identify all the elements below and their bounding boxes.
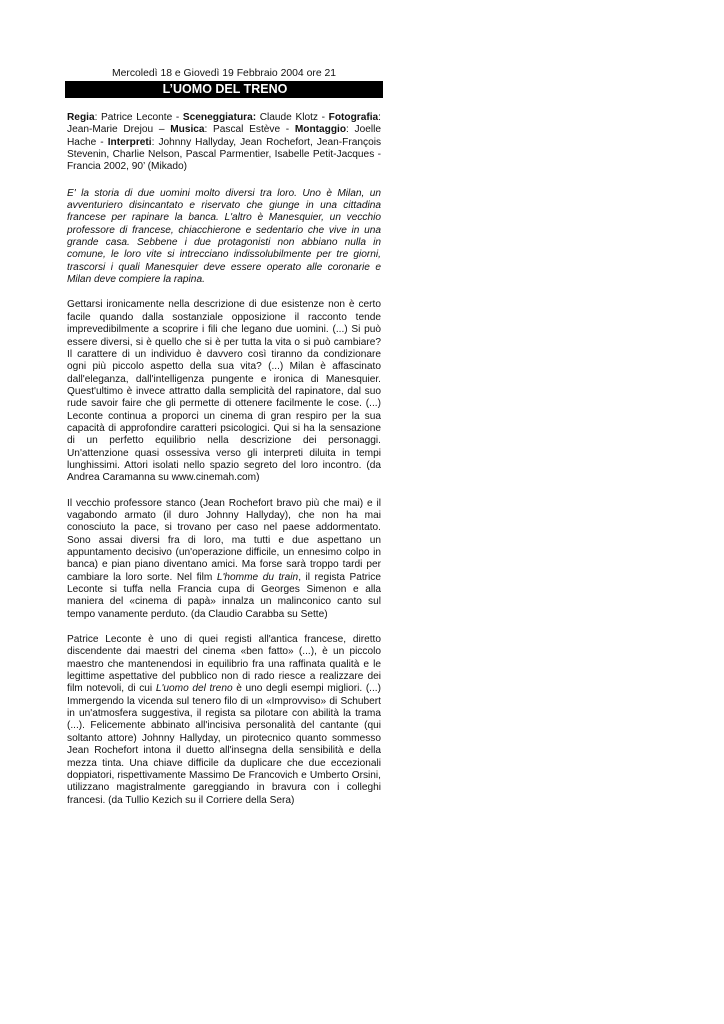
screening-date: Mercoledì 18 e Giovedì 19 Febbraio 2004 ore 21 — [111, 68, 337, 79]
montaggio-label: Montaggio — [294, 124, 347, 136]
review-corriere-text-1: Patrice Leconte è uno di quei registi all'antica francese, diretto discendente dai maestri del cinema «ben fatto» (...), è un piccolo maestro che mantenendosi in equilibrio fra una raffinata qualità e le legittime aspettative del pubblico non di rado riesce a realizzare dei film notevoli, di cui — [67, 634, 381, 695]
fotografia-label: Fotografia — [328, 112, 379, 123]
synopsis-paragraph: E' la storia di due uomini molto diversi tra loro. Uno è Milan, un avventuriero disincantato e riservato che giunge in una cittadina francese per rapinare la banca. L'altro è Manesquier, un vecchio professore di francese, chiacchierone e sedentario che vive in una grande casa. Sebbene i due protagonisti non abbiano nulla in comune, le loro vite si intrecciano indissolubilmente per tre giorni, trascorsi i quali Manesquier deve essere operato alle coronarie e Milan deve compiere la rapina. — [67, 187, 381, 286]
review-sette-film-title: L'homme du train — [216, 571, 299, 583]
document-page — [67, 68, 381, 820]
review-sette — [67, 498, 381, 621]
regia-value: : Patrice Leconte - — [94, 112, 183, 123]
sceneggiatura-label: Sceneggiatura: — [182, 112, 257, 123]
review-corriere-text-2: è uno degli esempi migliori. (...) Immergendo la vicenda sul tenero filo di un «Improvviso» di Schubert in un'atmosfera suggestiva, il regista sa pilotare con abilità la trama (...). Felicemente abbinato all'incisiva personalità del cantante (qui soltanto attore) Johnny Hallyday, un pirotecnico quanto sommesso Jean Rochefort intona il duetto all'insegna della sensibilità e della mezza tinta. Una chiave difficile da duplicare che due eccezionali doppiatori, rispettivamente Massimo De Francovich e Umberto Orsini, utilizzano magistralmente gareggiando in bravura con i colleghi francesi. (da Tullio Kezich su il Corriere della Sera) — [67, 683, 381, 806]
interpreti-value: : Johnny Hallyday, Jean Rochefort, Jean-François Stevenin, Charlie Nelson, Pascal Parmentier, Isabelle Petit-Jacques - Francia 2002, 90’ (Mikado) — [67, 136, 382, 173]
montaggio-value: : Joelle Hache - — [67, 124, 381, 148]
review-sette-text-1: Il vecchio professore stanco (Jean Rochefort bravo più che mai) e il vagabondo armato (il duro Johnny Hallyday), che non ha mai conosciuto la pace, si trovano per caso nel paese addormentato. Sono assai diversi fra di loro, ma tutti e due aspettano un appuntamento decisivo (un'operazione difficile, un ennesimo colpo in banca) e pian piano diventano amici. Ma forse sarà troppo tardi per cambiare la loro sorte. Nel film — [67, 497, 381, 583]
review-corriere — [67, 634, 381, 807]
film-title-bar: L’UOMO DEL TRENO — [65, 81, 383, 98]
musica-value: : Pascal Estève - — [204, 124, 295, 136]
credits-paragraph — [67, 112, 381, 174]
musica-label: Musica — [170, 124, 205, 136]
fotografia-value: : Jean-Marie Drejou – — [67, 112, 381, 136]
title-spacer — [67, 98, 381, 112]
review-corriere-film-title: L'uomo del treno — [155, 683, 233, 695]
interpreti-label: Interpreti — [107, 136, 152, 148]
review-sette-text-2: , il regista Patrice Leconte si tuffa nella Francia cupa di Georges Simenon e alla maniera del «cinema di papà» innalza un malinconico canto sul tempo vanamente perduto. (da Claudio Carabba su Sette) — [67, 571, 381, 620]
sceneggiatura-value: Claude Klotz - — [256, 112, 329, 123]
regia-label: Regia — [67, 112, 95, 123]
review-cinemah: Gettarsi ironicamente nella descrizione di due esistenze non è certo facile quando dalla sostanziale opposizione il racconto tende imprevedibilmente a scoprire i fili che legano due uomini. (...) Si può essere diversi, si è quello che si è per tutta la vita o si può cambiare? Il carattere di un individuo è davvero così tiranno da condizionare ogni più piccolo aspetto della sua vita? (...) Milan è affascinato dall'eleganza, dall'intelligenza pungente e ironica di Manesquier. Quest'ultimo è invece attratto dalla semplicità del rapinatore, dal suo rude savoir faire che gli permette di ottenere facilmente le cose. (...) Leconte continua a proporci un cinema di gran respiro per la sua capacità di approfondire caratteri psicologici. Qui si ha la sensazione di un perfetto equilibrio nella descrizione dei personaggi. Un'attenzione quasi ossessiva verso gli interpreti diluita in tempi lunghissimi. Attori isolati nello spazio segreto del loro incontro. (da Andrea Caramanna su www.cinemah.com) — [67, 299, 381, 484]
